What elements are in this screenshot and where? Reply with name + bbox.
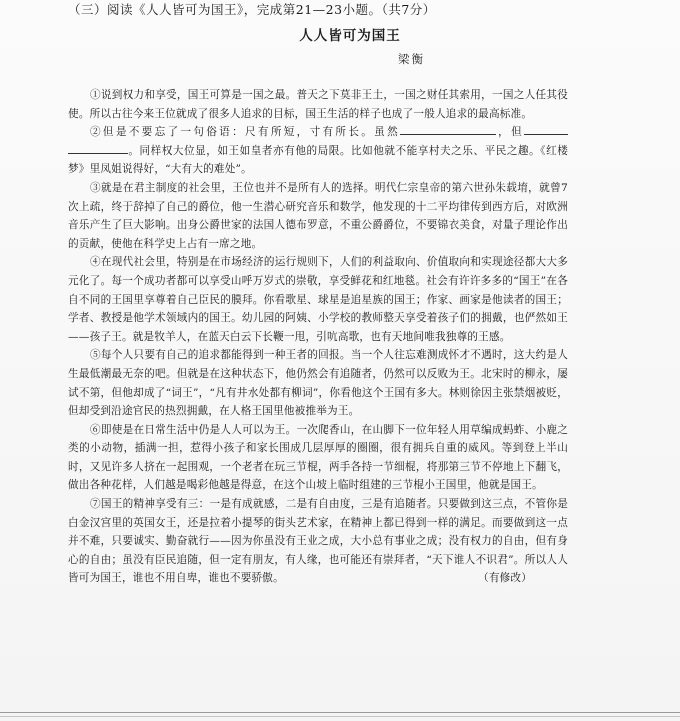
bottom-divider-secondary [0,716,680,717]
paragraph-6: ⑥即使是在日常生活中仍是人人可以为王。一次爬香山，在山脚下一位年轻人用草编成蚂蚱、小鹿之类的小动物，插满一担，惹得小孩子和家长围成几层厚厚的圈圈，很有拥兵自重的威风。等到登上半山时，又见许多人挤在一起围观，一个老者在玩三节棍，两手各持一节细棍，将那第三节不停地上下翻飞，做出各种花样，人们越是喝彩他越是得意，在这个山坡上临时组建的三节棍小王国里，他就是国王。 [68,423,568,492]
paragraph-5: ⑤每个人只要有自己的追求都能得到一种王者的回报。当一个人往忘难测成怀才不遇时，这大约是人生最低潮最无奈的吧。但就是在这种状态下，他仍然会有追随者，仍然可以反败为王。北宋时的柳永，屡试不第，但他却成了“词王”，“凡有井水处都有柳词”，你看他这个王国有多大。林则徐因主张禁烟被贬，但却受到沿途官民的热烈拥戴，在人格王国里他被推举为王。 [68,349,568,418]
article-body [68,86,568,588]
fill-blank-3[interactable] [524,124,568,135]
paragraph-2-part-c: 。同样权大位显，如王如皇者亦有他的局限。比如他就不能享村夫之乐、平民之趣。《红楼梦》里凤姐说得好，“大有大的难处”。 [68,144,568,176]
fill-blank-2[interactable] [452,124,496,135]
paragraph-7 [68,495,568,588]
fill-blank-1[interactable] [400,124,452,135]
paragraph-2-part-a: ②但是不要忘了一句俗语：尺有所短，寸有所长。虽然 [90,126,401,139]
bottom-divider [0,712,680,713]
revision-note: （有修改） [478,572,532,585]
paragraph-2 [68,123,568,179]
paragraph-1: ①说到权力和享受，国王可算是一国之最。普天之下莫非王土，一国之财任其索用，一国之人任其役使。所以古往今来王位就成了很多人追求的目标，国王生活的样子也成了一般人追求的最高标准。 [68,89,568,120]
article-title: 人人皆可为国王 [299,28,401,44]
fill-blank-4[interactable] [68,143,128,154]
document-scan [20,0,680,721]
article-author: 梁衡 [398,52,425,66]
paragraph-4: ④在现代社会里，特别是在市场经济的运行规则下，人们的利益取向、价值取向和实现途径都大大多元化了。每一个成功者都可以享受山呼万岁式的崇敬，享受鲜花和红地毯。社会有许许多多的“国王”在各自不同的王国里享尊着自己臣民的膜拜。你看歌星、球星是追星族的国王；作家、画家是他读者的国王；学者、教授是他学术领域内的国王。幼儿园的阿姨、小学校的教师整天享受着孩子们的拥戴，也俨然如王——孩子王。就是牧羊人，在蓝天白云下长鞭一甩，引吭高歌，也有天地间唯我独尊的王感。 [68,256,568,343]
paragraph-3: ③就是在君主制度的社会里，王位也并不是所有人的选择。明代仁宗皇帝的第六世孙朱载堉，就曾7次上疏，终于辞掉了自己的爵位，他一生潜心研究音乐和数学，他发现的十二平均律传到西方后，对欧洲音乐产生了巨大影响。出身公爵世家的法国人德布罗意，不重公爵爵位，不要锦衣美食，对量子理论作出的贡献，使他在科学史上占有一席之地。 [68,181,568,250]
paragraph-7-text: ⑦国王的精神享受有三：一是有成就感，二是有自由度，三是有追随者。只要做到这三点，不管你是白金汉宫里的英国女王，还是拉着小提琴的街头艺术家，在精神上都已得到一样的满足。而要做到这一点并不难，只要诚实、勤奋就行——因为你虽没有王业之成，大小总有事业之成；没有权力的自由，但有身心的自由；虽没有臣民追随，但一定有朋友，有人缘，也可能还有崇拜者，“天下谁人不识君”。所以人人皆可为国王，谁也不用自卑，谁也不要骄傲。 [68,498,568,585]
section-header: （三）阅读《人人皆可为国王》，完成第21—23小题。（共7分） [68,2,436,17]
paragraph-2-part-b: ，但 [496,126,524,139]
